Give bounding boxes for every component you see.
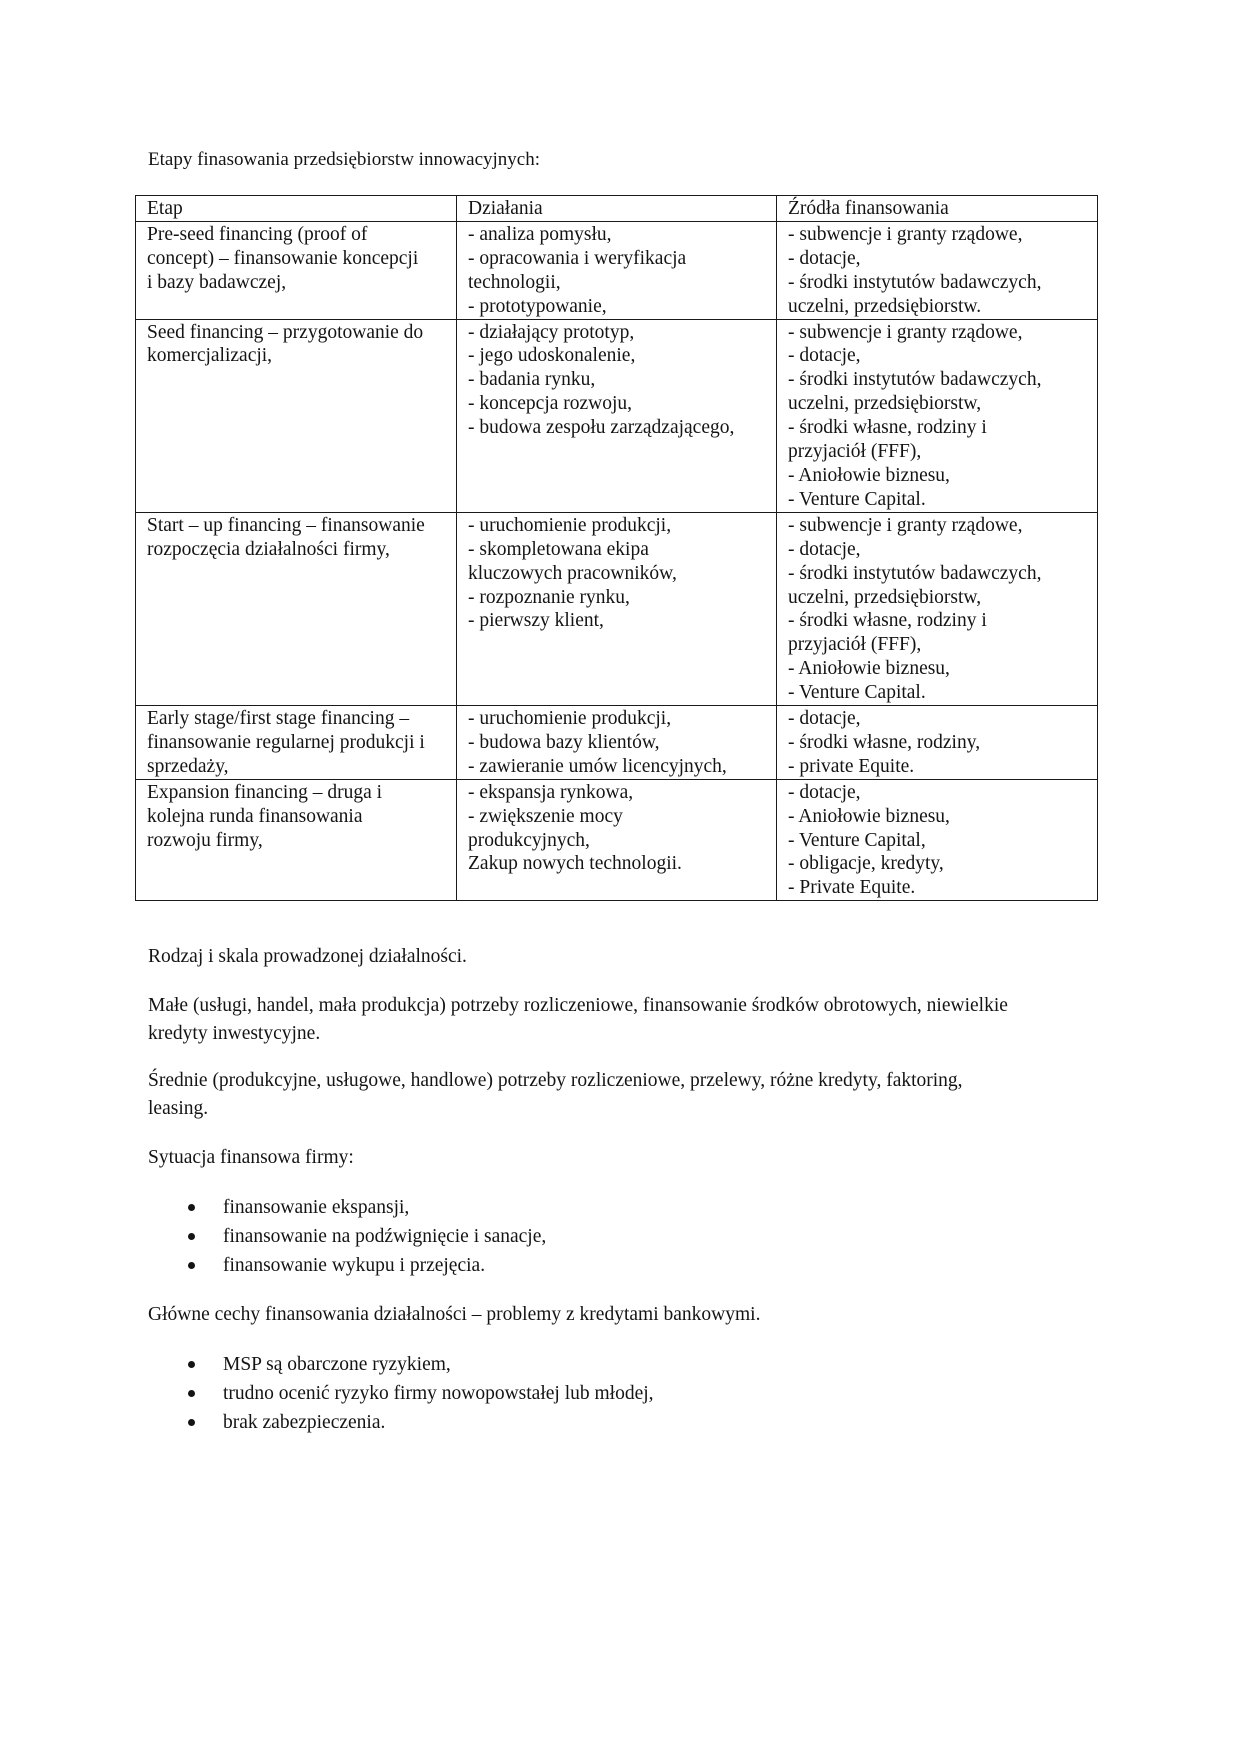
actions-cell	[457, 512, 777, 705]
cell-line: - skompletowana ekipa	[468, 538, 649, 560]
list-item-text: MSP są obarczone ryzykiem,	[223, 1354, 451, 1375]
cell-line: uczelni, przedsiębiorstw,	[788, 586, 982, 608]
sources-cell	[777, 319, 1098, 512]
table-row	[136, 319, 1098, 512]
cell-line: przyjaciół (FFF),	[788, 441, 922, 463]
sources-cell	[777, 706, 1098, 780]
table-row	[136, 779, 1098, 901]
sources-cell	[777, 512, 1098, 705]
paragraph-line: Małe (usługi, handel, mała produkcja) potrzeby rozliczeniowe, finansowanie środków obrotowych, niewielkie	[148, 995, 1008, 1016]
table-row	[136, 221, 1098, 319]
list-item	[148, 1408, 654, 1437]
cell-line: kluczowych pracowników,	[468, 562, 677, 584]
cell-line: - prototypowanie,	[468, 295, 607, 317]
bullet-icon	[188, 1419, 195, 1426]
intro-heading: Etapy finasowania przedsiębiorstw innowacyjnych:	[148, 149, 541, 170]
list-item-text: brak zabezpieczenia.	[223, 1412, 386, 1433]
bullet-icon	[188, 1262, 195, 1269]
cell-line: Zakup nowych technologii.	[468, 853, 682, 875]
cell-line: finansowanie regularnej produkcji i	[147, 731, 425, 753]
cell-line: - dotacje,	[788, 247, 861, 269]
cell-line: - subwencje i granty rządowe,	[788, 514, 1023, 536]
cell-line: - pierwszy klient,	[468, 610, 604, 632]
list-item-text: finansowanie na podźwignięcie i sanacje,	[223, 1226, 547, 1247]
cell-line: rozwoju firmy,	[147, 829, 263, 851]
table-row	[136, 512, 1098, 705]
cell-line: - dotacje,	[788, 708, 861, 730]
actions-cell	[457, 221, 777, 319]
list-item	[148, 1222, 546, 1251]
cell-line: Expansion financing – druga i	[147, 781, 383, 803]
header-dzialania: Działania	[457, 196, 777, 222]
paragraph-glowne: Główne cechy finansowania działalności – problemy z kredytami bankowymi.	[148, 1304, 761, 1325]
stage-cell	[136, 319, 457, 512]
cell-line: concept) – finansowanie koncepcji	[147, 247, 419, 269]
list-item-text: trudno ocenić ryzyko firmy nowopowstałej lub młodej,	[223, 1383, 654, 1404]
list-item-text: finansowanie wykupu i przejęcia.	[223, 1255, 486, 1276]
stage-cell	[136, 706, 457, 780]
cell-line: - Venture Capital,	[788, 829, 926, 851]
cell-line: - dotacje,	[788, 781, 861, 803]
paragraph-male	[148, 992, 1098, 1048]
paragraph-srednie	[148, 1067, 1098, 1123]
cell-line: - obligacje, kredyty,	[788, 853, 944, 875]
header-zrodla: Źródła finansowania	[777, 196, 1098, 222]
cell-line: Seed financing – przygotowanie do	[147, 321, 424, 343]
bullet-list-sytuacja	[148, 1193, 546, 1280]
paragraph-sytuacja: Sytuacja finansowa firmy:	[148, 1147, 354, 1168]
cell-line: sprzedaży,	[147, 755, 229, 777]
stage-cell	[136, 221, 457, 319]
cell-line: - Aniołowie biznesu,	[788, 805, 950, 827]
sources-cell	[777, 779, 1098, 901]
paragraph-line: kredyty inwestycyjne.	[148, 1023, 321, 1044]
cell-line: - budowa bazy klientów,	[468, 731, 660, 753]
cell-line: technologii,	[468, 271, 561, 293]
list-item	[148, 1251, 546, 1280]
cell-line: - analiza pomysłu,	[468, 223, 612, 245]
cell-line: przyjaciół (FFF),	[788, 634, 922, 656]
cell-line: Start – up financing – finansowanie	[147, 514, 425, 536]
paragraph-rodzaj: Rodzaj i skala prowadzonej działalności.	[148, 946, 467, 967]
cell-line: - budowa zespołu zarządzającego,	[468, 417, 735, 439]
cell-line: - opracowania i weryfikacja	[468, 247, 687, 269]
cell-line: - uruchomienie produkcji,	[468, 514, 672, 536]
list-item	[148, 1193, 546, 1222]
bullet-list-cechy	[148, 1350, 654, 1437]
cell-line: - środki własne, rodziny,	[788, 731, 981, 753]
cell-line: - dotacje,	[788, 345, 861, 367]
cell-line: - zawieranie umów licencyjnych,	[468, 755, 727, 777]
cell-line: - środki instytutów badawczych,	[788, 562, 1042, 584]
cell-line: - działający prototyp,	[468, 321, 635, 343]
cell-line: komercjalizacji,	[147, 345, 273, 367]
cell-line: - środki instytutów badawczych,	[788, 271, 1042, 293]
sources-cell	[777, 221, 1098, 319]
cell-line: - Aniołowie biznesu,	[788, 658, 950, 680]
cell-line: - dotacje,	[788, 538, 861, 560]
cell-line: - Aniołowie biznesu,	[788, 464, 950, 486]
bullet-icon	[188, 1233, 195, 1240]
cell-line: - subwencje i granty rządowe,	[788, 321, 1023, 343]
cell-line: - rozpoznanie rynku,	[468, 586, 630, 608]
cell-line: Early stage/first stage financing –	[147, 708, 410, 730]
cell-line: i bazy badawczej,	[147, 271, 287, 293]
cell-line: - subwencje i granty rządowe,	[788, 223, 1023, 245]
actions-cell	[457, 706, 777, 780]
cell-line: kolejna runda finansowania	[147, 805, 363, 827]
cell-line: - Private Equite.	[788, 877, 916, 899]
paragraph-line: Średnie (produkcyjne, usługowe, handlowe) potrzeby rozliczeniowe, przelewy, różne kredyty, faktoring,	[148, 1070, 963, 1091]
cell-line: - Venture Capital.	[788, 682, 926, 704]
cell-line: uczelni, przedsiębiorstw.	[788, 295, 982, 317]
bullet-icon	[188, 1204, 195, 1211]
cell-line: - badania rynku,	[468, 369, 596, 391]
cell-line: Pre-seed financing (proof of	[147, 223, 368, 245]
cell-line: - jego udoskonalenie,	[468, 345, 636, 367]
bullet-icon	[188, 1390, 195, 1397]
actions-cell	[457, 779, 777, 901]
table-header-row	[136, 196, 1098, 222]
cell-line: - Venture Capital.	[788, 488, 926, 510]
cell-line: - środki własne, rodziny i	[788, 610, 987, 632]
list-item	[148, 1350, 654, 1379]
cell-line: rozpoczęcia działalności firmy,	[147, 538, 390, 560]
stage-cell	[136, 779, 457, 901]
list-item	[148, 1379, 654, 1408]
cell-line: - ekspansja rynkowa,	[468, 781, 634, 803]
financing-stages-table	[135, 195, 1098, 901]
cell-line: - środki własne, rodziny i	[788, 417, 987, 439]
cell-line: uczelni, przedsiębiorstw,	[788, 393, 982, 415]
list-item-text: finansowanie ekspansji,	[223, 1197, 410, 1218]
cell-line: produkcyjnych,	[468, 829, 590, 851]
cell-line: - koncepcja rozwoju,	[468, 393, 633, 415]
actions-cell	[457, 319, 777, 512]
header-etap: Etap	[136, 196, 457, 222]
stage-cell	[136, 512, 457, 705]
paragraph-line: leasing.	[148, 1098, 209, 1119]
table-row	[136, 706, 1098, 780]
cell-line: - uruchomienie produkcji,	[468, 708, 672, 730]
cell-line: - środki instytutów badawczych,	[788, 369, 1042, 391]
bullet-icon	[188, 1361, 195, 1368]
cell-line: - private Equite.	[788, 755, 915, 777]
cell-line: - zwiększenie mocy	[468, 805, 623, 827]
